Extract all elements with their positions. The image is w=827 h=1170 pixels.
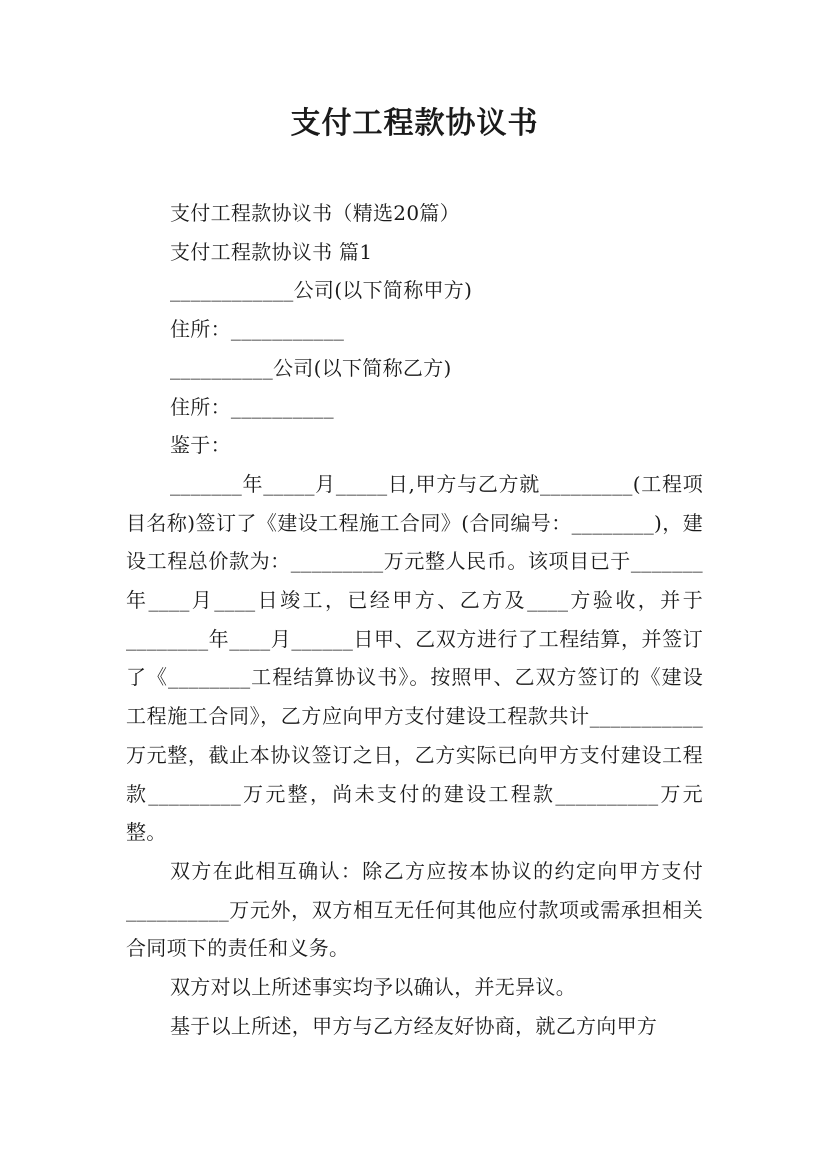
document-title: 支付工程款协议书 [290,106,539,141]
paragraph-confirmation: 双方在此相互确认：除乙方应按本协议的约定向甲方支付__________万元外，双方相互无任何其他应付款项或需承担相关合同项下的责任和义务。 [126,858,703,961]
party-b-name: __________公司(以下简称乙方) [170,355,452,380]
document-body [126,194,703,1045]
party-b-address: 住所：__________ [170,394,334,419]
paragraph-agreement: 基于以上所述，甲方与乙方经友好协商，就乙方向甲方 [170,1013,658,1038]
party-a-address: 住所：___________ [170,317,345,342]
paragraph-no-objection: 双方对以上所述事实均予以确认，并无异议。 [170,975,576,1000]
whereas-label: 鉴于： [170,433,231,458]
document-subtitle: 支付工程款协议书（精选20篇） [170,201,460,225]
party-a-name: ____________公司(以下简称甲方) [170,278,473,303]
section-heading: 支付工程款协议书 篇1 [170,239,373,264]
paragraph-background: _______年_____月_____日,甲方与乙方就_________(工程项目名称)签订了《建设工程施工合同》(合同编号：________)，建设工程总价款为：_________万元整人民币。该项目已于_______年____月____日竣工，已经甲方、乙方及____方验收，并于________年____月______日甲、乙双方进行了工程结算，并签订了《________工程结算协议书》。按照甲、乙双方签订的《建设工程施工合同》，乙方应向甲方支付建设工程款共计___________万元整，截止本协议签订之日，乙方实际已向甲方支付建设工程款_________万元整，尚未支付的建设工程款__________万元整。 [126,471,703,845]
